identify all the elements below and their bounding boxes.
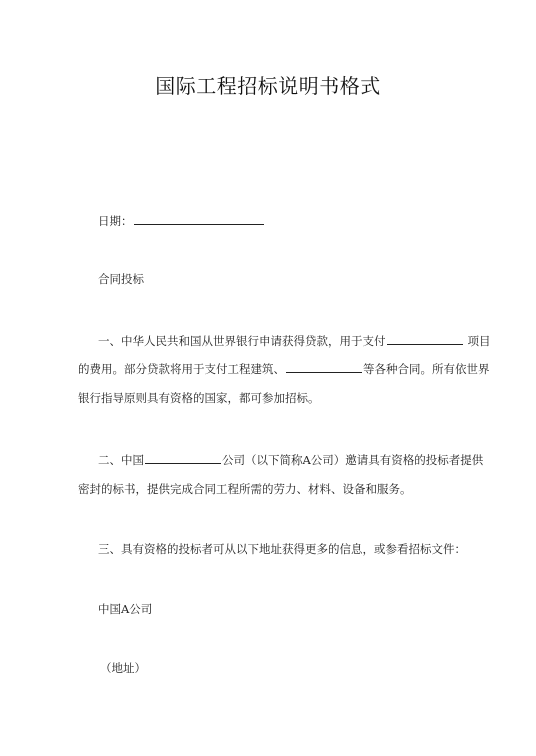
para3-line1: 三、具有资格的投标者可从以下地址获得更多的信息，或参看招标文件： [98, 542, 466, 556]
para1-line1 [98, 332, 491, 349]
para1-line2 [78, 360, 490, 377]
company-name: 中国A公司 [98, 602, 153, 616]
section-heading: 合同投标 [98, 272, 144, 286]
para2-line1-text-b: 公司（以下简称A公司）邀请具有资格的投标者提供 [222, 453, 484, 467]
date-blank [134, 212, 264, 225]
para1-line1-text-a: 一、中华人民共和国从世界银行申请获得贷款，用于支付 [98, 334, 386, 348]
para2-line2: 密封的标书，提供完成合同工程所需的劳力、材料、设备和服务。 [78, 482, 412, 496]
para1-line2-text-b: 等各种合同。所有依世界 [363, 362, 490, 376]
para1-line3: 银行指导原则具有资格的国家，都可参加招标。 [78, 391, 320, 405]
para2-line1 [98, 451, 484, 468]
date-label: 日期： [98, 214, 133, 228]
para2-line1-text-a: 二、中国 [98, 453, 144, 467]
date-line [98, 212, 265, 229]
para1-blank-project [387, 332, 463, 345]
para1-blank-works [286, 360, 362, 373]
para1-line2-text-a: 的费用。部分贷款将用于支付工程建筑、 [78, 362, 285, 376]
address-placeholder: （地址） [100, 661, 146, 675]
para1-line1-text-b: 项目 [467, 334, 491, 348]
para2-blank-company [145, 451, 221, 464]
document-title: 国际工程招标说明书格式 [155, 74, 381, 98]
